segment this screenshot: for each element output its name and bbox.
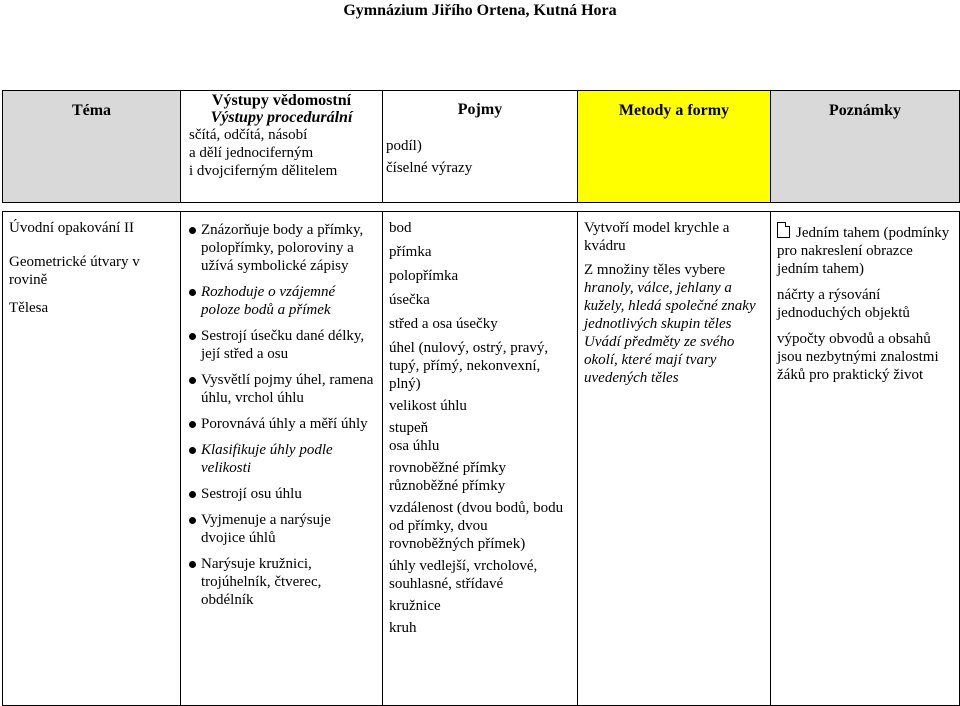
document-title: Gymnázium Jiřího Ortena, Kutná Hora xyxy=(343,2,617,19)
pojem: vzdálenost (dvou bodů, bodu od přímky, dvou rovnoběžných přímek) xyxy=(389,500,564,552)
cell-vystupy xyxy=(181,212,383,706)
pojem: rovnoběžné přímky různoběžné přímky xyxy=(389,460,507,494)
poznamky-p1: Jedním tahem (podmínky pro nakreslení obrazce jedním tahem) xyxy=(777,222,953,278)
cell-pojmy xyxy=(383,212,578,706)
metody-p1: Vytvoří model krychle a kvádru xyxy=(584,220,730,254)
header-pojmy-cont: podíl) xyxy=(386,138,422,154)
vystupy-list xyxy=(187,221,376,609)
tema-item: Geometrické útvary v rovině xyxy=(9,254,140,288)
list-item: Sestrojí úsečku dané délky, její střed a osu xyxy=(187,327,376,363)
list-item: Sestrojí osu úhlu xyxy=(187,485,376,503)
list-item: Vysvětlí pojmy úhel, ramena úhlu, vrchol úhlu xyxy=(187,371,376,407)
header-pojmy-label: Pojmy xyxy=(457,101,503,118)
header-vystupy-cont: i dvojciferným dělitelem xyxy=(189,163,338,179)
header-vystupy-line1: Výstupy vědomostní xyxy=(211,92,352,109)
pojem: kruh xyxy=(389,620,417,636)
header-vystupy-cont: a dělí jednociferným xyxy=(189,145,314,161)
cell-tema xyxy=(3,212,181,706)
tema-item: Úvodní opakování II xyxy=(9,220,134,236)
header-tema: Téma xyxy=(3,91,181,203)
list-item: Narýsuje kružnici, trojúhelník, čtverec, obdélník xyxy=(187,555,376,609)
content-table xyxy=(2,211,960,706)
header-vystupy xyxy=(181,91,383,203)
pojem: stupeň osa úhlu xyxy=(389,420,440,454)
pojem: střed a osa úsečky xyxy=(389,316,498,332)
cell-metody xyxy=(578,212,771,706)
document-icon xyxy=(777,222,790,238)
list-item: Znázorňuje body a přímky, polopřímky, poloroviny a užívá symbolické zápisy xyxy=(187,221,376,275)
tema-item: Tělesa xyxy=(9,300,49,316)
poznamky-p2: náčrty a rýsování jednoduchých objektů xyxy=(777,287,910,321)
list-item: Rozhoduje o vzájemné poloze bodů a přímek xyxy=(187,283,376,319)
pojem: přímka xyxy=(389,244,432,260)
poznamky-p3: výpočty obvodů a obsahů jsou nezbytnými znalostmi žáků pro praktický život xyxy=(777,331,939,383)
list-item: Vyjmenuje a narýsuje dvojice úhlů xyxy=(187,511,376,547)
cell-poznamky xyxy=(771,212,960,706)
pojem: bod xyxy=(389,220,412,236)
pojem: polopřímka xyxy=(389,268,459,284)
metody-p2: Z množiny těles vybere hranoly, válce, jehlany a kužely, hledá společné znaky jednotlivých skupin těles xyxy=(584,262,756,332)
header-table xyxy=(2,90,960,203)
header-poznamky: Poznámky xyxy=(771,91,960,203)
table-row xyxy=(3,212,960,706)
metody-p3: Uvádí předměty ze svého okolí, které mají tvary uvedených těles xyxy=(584,334,735,386)
header-vystupy-cont: sčítá, odčítá, násobí xyxy=(189,127,308,143)
pojem: úhel (nulový, ostrý, pravý, tupý, přímý, nekonvexní, plný) xyxy=(389,340,549,392)
header-metody: Metody a formy xyxy=(578,91,771,203)
pojem: kružnice xyxy=(389,598,441,614)
list-item: Porovnává úhly a měří úhly xyxy=(187,415,376,433)
list-item: Klasifikuje úhly podle velikosti xyxy=(187,441,376,477)
header-pojmy-cont: číselné výrazy xyxy=(386,160,473,176)
header-vystupy-line2: Výstupy procedurální xyxy=(210,109,353,126)
pojem: velikost úhlu xyxy=(389,398,467,414)
pojem: úhly vedlejší, vrcholové, souhlasné, střídavé xyxy=(389,558,538,592)
pojem: úsečka xyxy=(389,292,430,308)
header-pojmy xyxy=(383,91,578,203)
